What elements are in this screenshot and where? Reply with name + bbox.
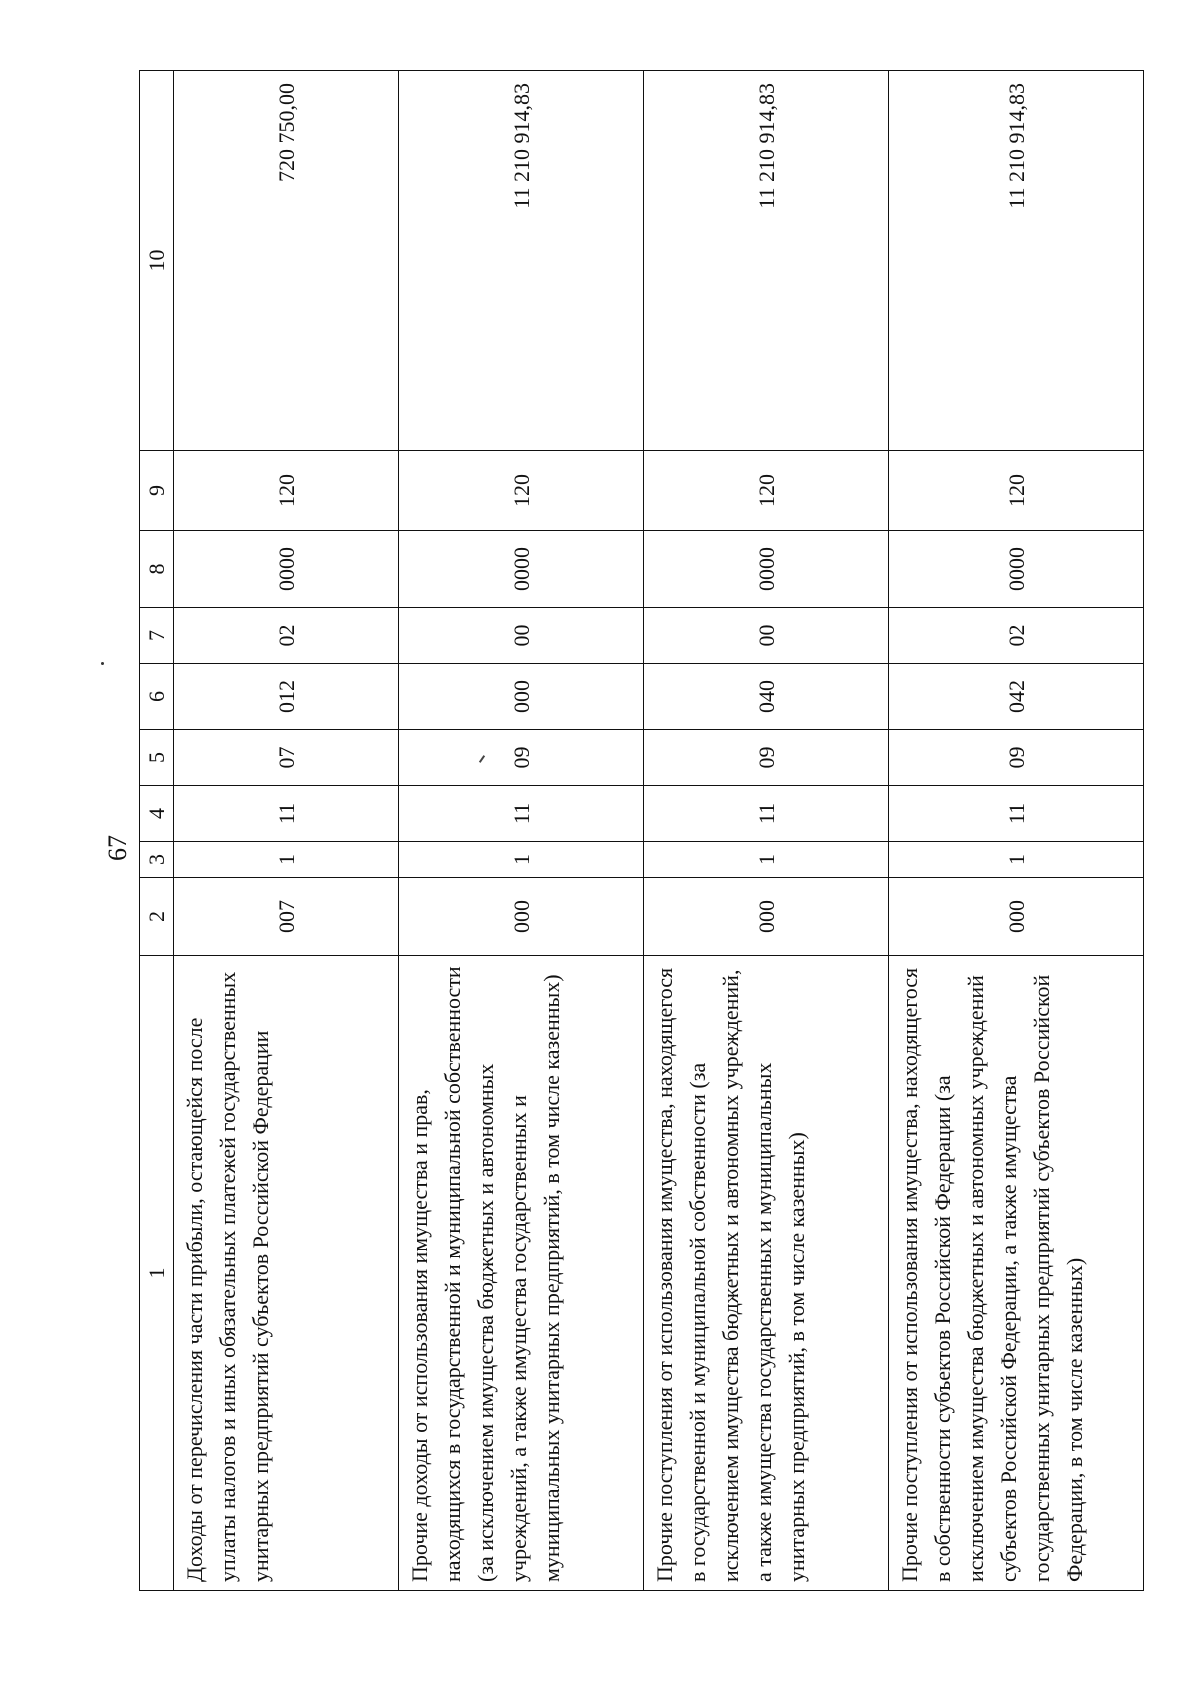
cell-subarticle: 042: [889, 664, 1144, 730]
row-description: Доходы от перечисления части прибыли, остающейся после уплаты налогов и иных обязательных платежей государственных унитарных предприятий субъектов Российской Федерации: [174, 956, 399, 1591]
cell-element: 02: [174, 608, 399, 664]
cell-classification: 120: [644, 451, 889, 531]
page-number: 67: [103, 835, 132, 861]
header-col-7: 7: [140, 608, 174, 664]
row-description: Прочие поступления от использования имущества, находящегося в государственной и муниципальной собственности (за исключением имущества бюджетных и автономных учреждений, а также имущества государственных и муниципальных унитарных предприятий, в том числе казенных): [644, 956, 889, 1591]
table-row: [889, 71, 1144, 1591]
cell-amount: 11 210 914,83: [399, 71, 644, 451]
cell-subarticle: 040: [644, 664, 889, 730]
header-col-3: 3: [140, 842, 174, 878]
cell-article: 09: [644, 730, 889, 786]
revenue-table-container: [144, 70, 1144, 1590]
cell-program: 0000: [644, 531, 889, 608]
cell-group: 1: [889, 842, 1144, 878]
row-description: Прочие поступления от использования имущества, находящегося в собственности субъектов Российской Федерации (за исключением имущества бюджетных и автономных учреждений субъектов Российской Федерации, а также имущества государственных унитарных предприятий субъектов Российской Федерации, в том числе казенных): [889, 956, 1144, 1591]
cell-amount: 720 750,00: [174, 71, 399, 451]
cell-admin-code: 007: [174, 878, 399, 956]
cell-subarticle: 000: [399, 664, 644, 730]
header-col-2: 2: [140, 878, 174, 956]
header-col-9: 9: [140, 451, 174, 531]
cell-subgroup: 11: [644, 786, 889, 842]
header-col-4: 4: [140, 786, 174, 842]
cell-amount: 11 210 914,83: [889, 71, 1144, 451]
header-col-10: 10: [140, 71, 174, 451]
cell-admin-code: 000: [644, 878, 889, 956]
cell-article: 09: [889, 730, 1144, 786]
header-col-8: 8: [140, 531, 174, 608]
cell-program: 0000: [174, 531, 399, 608]
cell-group: 1: [399, 842, 644, 878]
table-row: [174, 71, 399, 1591]
cell-program: 0000: [399, 531, 644, 608]
cell-admin-code: 000: [889, 878, 1144, 956]
cell-element: 00: [399, 608, 644, 664]
header-col-6: 6: [140, 664, 174, 730]
header-col-1: 1: [140, 956, 174, 1591]
cell-program: 0000: [889, 531, 1144, 608]
table-row: [399, 71, 644, 1591]
scan-dot: [101, 662, 104, 665]
header-col-5: 5: [140, 730, 174, 786]
cell-element: 00: [644, 608, 889, 664]
cell-article: 07: [174, 730, 399, 786]
cell-group: 1: [644, 842, 889, 878]
cell-element: 02: [889, 608, 1144, 664]
cell-subgroup: 11: [399, 786, 644, 842]
header-row: [140, 71, 174, 1591]
row-description: Прочие доходы от использования имущества и прав, находящихся в государственной и муниципальной собственности (за исключением имущества бюджетных и автономных учреждений, а также имущества государственных и муниципальных унитарных предприятий, в том числе казенных): [399, 956, 644, 1591]
cell-classification: 120: [174, 451, 399, 531]
revenue-table: [139, 70, 1144, 1591]
cell-subgroup: 11: [889, 786, 1144, 842]
cell-group: 1: [174, 842, 399, 878]
cell-classification: 120: [889, 451, 1144, 531]
cell-subarticle: 012: [174, 664, 399, 730]
cell-amount: 11 210 914,83: [644, 71, 889, 451]
cell-admin-code: 000: [399, 878, 644, 956]
table-row: [644, 71, 889, 1591]
cell-classification: 120: [399, 451, 644, 531]
rotated-table-frame: [144, 70, 1144, 1590]
cell-subgroup: 11: [174, 786, 399, 842]
cell-article: 09: [399, 730, 644, 786]
